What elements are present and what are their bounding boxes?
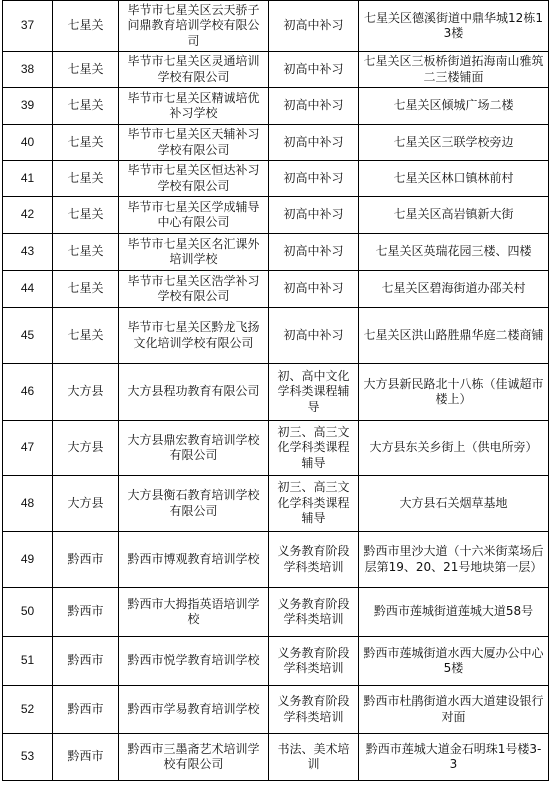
row-district: 七星关 bbox=[53, 1, 119, 52]
row-district: 七星关 bbox=[53, 234, 119, 271]
row-district: 大方县 bbox=[53, 421, 119, 476]
row-number: 53 bbox=[3, 734, 53, 781]
table-row bbox=[3, 421, 549, 476]
row-number: 44 bbox=[3, 271, 53, 308]
row-district: 黔西市 bbox=[53, 588, 119, 637]
row-address: 七星关区三板桥街道拓海南山雅筑二三楼铺面 bbox=[359, 52, 549, 88]
table-row bbox=[3, 234, 549, 271]
row-training-type: 初、高中文化学科类课程辅导 bbox=[269, 364, 359, 421]
row-training-type: 初高中补习 bbox=[269, 197, 359, 234]
row-training-type: 义务教育阶段学科类培训 bbox=[269, 686, 359, 734]
row-district: 七星关 bbox=[53, 197, 119, 234]
row-district: 黔西市 bbox=[53, 637, 119, 686]
row-institution-name: 毕节市七星关区恒达补习学校有限公司 bbox=[119, 161, 269, 197]
row-training-type: 义务教育阶段学科类培训 bbox=[269, 532, 359, 588]
row-address: 七星关区碧海街道办邵关村 bbox=[359, 271, 549, 308]
table-row bbox=[3, 686, 549, 734]
row-institution-name: 毕节市七星关区浩学补习学校有限公司 bbox=[119, 271, 269, 308]
row-district: 七星关 bbox=[53, 88, 119, 125]
row-training-type: 初三、高三文化学科类课程辅导 bbox=[269, 421, 359, 476]
row-training-type: 义务教育阶段学科类培训 bbox=[269, 637, 359, 686]
row-district: 大方县 bbox=[53, 476, 119, 532]
row-number: 47 bbox=[3, 421, 53, 476]
row-address: 黔西市莲城大道金石明珠1号楼3-3 bbox=[359, 734, 549, 781]
row-address: 七星关区德溪街道中鼎华城12栋13楼 bbox=[359, 1, 549, 52]
row-address: 七星关区林口镇林前村 bbox=[359, 161, 549, 197]
row-institution-name: 毕节市七星关区学成辅导中心有限公司 bbox=[119, 197, 269, 234]
row-district: 大方县 bbox=[53, 364, 119, 421]
row-address: 大方县东关乡街上（供电所旁） bbox=[359, 421, 549, 476]
row-training-type: 初三、高三文化学科类课程辅导 bbox=[269, 476, 359, 532]
row-district: 七星关 bbox=[53, 125, 119, 161]
row-training-type: 初高中补习 bbox=[269, 1, 359, 52]
table-row bbox=[3, 308, 549, 364]
table-body bbox=[3, 1, 549, 781]
row-district: 七星关 bbox=[53, 308, 119, 364]
row-address: 七星关区三联学校旁边 bbox=[359, 125, 549, 161]
row-address: 黔西市莲城街道莲城大道58号 bbox=[359, 588, 549, 637]
row-institution-name: 毕节市七星关区精诚培优补习学校 bbox=[119, 88, 269, 125]
row-number: 48 bbox=[3, 476, 53, 532]
row-district: 黔西市 bbox=[53, 532, 119, 588]
row-number: 43 bbox=[3, 234, 53, 271]
row-address: 黔西市莲城街道水西大厦办公中心5楼 bbox=[359, 637, 549, 686]
row-institution-name: 大方县程功教育有限公司 bbox=[119, 364, 269, 421]
row-training-type: 初高中补习 bbox=[269, 308, 359, 364]
row-training-type: 义务教育阶段学科类培训 bbox=[269, 588, 359, 637]
row-address: 黔西市杜鹃街道水西大道建设银行对面 bbox=[359, 686, 549, 734]
row-number: 38 bbox=[3, 52, 53, 88]
table-row bbox=[3, 476, 549, 532]
row-training-type: 初高中补习 bbox=[269, 271, 359, 308]
row-number: 37 bbox=[3, 1, 53, 52]
table-row bbox=[3, 125, 549, 161]
row-training-type: 书法、美术培训 bbox=[269, 734, 359, 781]
row-institution-name: 黔西市学易教育培训学校 bbox=[119, 686, 269, 734]
row-district: 黔西市 bbox=[53, 734, 119, 781]
table-row bbox=[3, 197, 549, 234]
row-training-type: 初高中补习 bbox=[269, 161, 359, 197]
row-training-type: 初高中补习 bbox=[269, 234, 359, 271]
row-number: 46 bbox=[3, 364, 53, 421]
row-number: 49 bbox=[3, 532, 53, 588]
row-number: 39 bbox=[3, 88, 53, 125]
row-institution-name: 毕节市七星关区黔龙飞扬文化培训学校有限公司 bbox=[119, 308, 269, 364]
table-row bbox=[3, 88, 549, 125]
row-address: 七星关区倾城广场二楼 bbox=[359, 88, 549, 125]
table-row bbox=[3, 734, 549, 781]
row-address: 七星关区英瑞花园三楼、四楼 bbox=[359, 234, 549, 271]
row-number: 52 bbox=[3, 686, 53, 734]
row-institution-name: 毕节市七星关区天辅补习学校有限公司 bbox=[119, 125, 269, 161]
table-row bbox=[3, 1, 549, 52]
row-institution-name: 黔西市三墨斋艺术培训学校有限公司 bbox=[119, 734, 269, 781]
row-district: 七星关 bbox=[53, 271, 119, 308]
row-address: 黔西市里沙大道（十六米街菜场后层第19、20、21号地块第一层） bbox=[359, 532, 549, 588]
row-number: 40 bbox=[3, 125, 53, 161]
row-institution-name: 毕节市七星关区云天骄子问鼎教育培训学校有限公司 bbox=[119, 1, 269, 52]
row-training-type: 初高中补习 bbox=[269, 88, 359, 125]
table-row bbox=[3, 637, 549, 686]
row-address: 七星关区高岩镇新大街 bbox=[359, 197, 549, 234]
row-training-type: 初高中补习 bbox=[269, 52, 359, 88]
row-number: 42 bbox=[3, 197, 53, 234]
row-district: 七星关 bbox=[53, 52, 119, 88]
table-row bbox=[3, 161, 549, 197]
row-institution-name: 大方县衡石教育培训学校有限公司 bbox=[119, 476, 269, 532]
row-address: 大方县新民路北十八栋（佳诚超市楼上） bbox=[359, 364, 549, 421]
table-row bbox=[3, 271, 549, 308]
table-row bbox=[3, 364, 549, 421]
row-institution-name: 黔西市博观教育培训学校 bbox=[119, 532, 269, 588]
row-institution-name: 毕节市七星关区名汇课外培训学校 bbox=[119, 234, 269, 271]
row-institution-name: 毕节市七星关区灵通培训学校有限公司 bbox=[119, 52, 269, 88]
row-number: 51 bbox=[3, 637, 53, 686]
row-address: 七星关区洪山路胜鼎华庭二楼商铺 bbox=[359, 308, 549, 364]
table-row bbox=[3, 588, 549, 637]
row-training-type: 初高中补习 bbox=[269, 125, 359, 161]
row-institution-name: 黔西市大拇指英语培训学校 bbox=[119, 588, 269, 637]
row-district: 七星关 bbox=[53, 161, 119, 197]
row-address: 大方县石关烟草基地 bbox=[359, 476, 549, 532]
row-institution-name: 大方县鼎宏教育培训学校有限公司 bbox=[119, 421, 269, 476]
row-number: 41 bbox=[3, 161, 53, 197]
row-district: 黔西市 bbox=[53, 686, 119, 734]
row-number: 45 bbox=[3, 308, 53, 364]
institution-table bbox=[2, 0, 549, 781]
table-row bbox=[3, 532, 549, 588]
table-row bbox=[3, 52, 549, 88]
row-number: 50 bbox=[3, 588, 53, 637]
row-institution-name: 黔西市悦学教育培训学校 bbox=[119, 637, 269, 686]
